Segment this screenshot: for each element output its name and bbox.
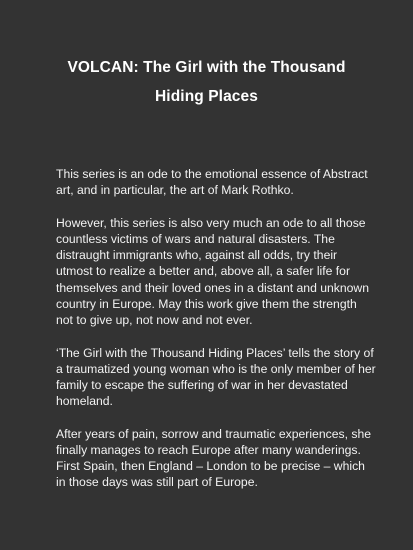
paragraph-2: However, this series is also very much an ode to all those countless victims of wars and natural disasters. The distraught immigrants who, against all odds, try their utmost to realize a better and, above all, a safer life for themselves and their loved ones in a distant and unknown country in Europe. May this work give them the strength not to give up, not now and not ever. bbox=[56, 215, 370, 328]
paragraph-1: This series is an ode to the emotional essence of Abstract art, and in particular, the art of Mark Rothko. bbox=[56, 167, 368, 198]
paragraph-4: After years of pain, sorrow and traumatic experiences, she finally manages to reach Europe after many wanderings. First Spain, then England – London to be precise – which in those days was still part of Europe. bbox=[56, 426, 371, 490]
body-text bbox=[56, 166, 376, 507]
title-line-1: VOLCAN: The Girl with the Thousand bbox=[67, 59, 346, 76]
paragraph-3: ‘The Girl with the Thousand Hiding Places’ tells the story of a traumatized young woman who is the only member of her family to escape the suffering of war in her devastated homeland. bbox=[56, 345, 376, 409]
title-line-2: Hiding Places bbox=[155, 88, 258, 105]
page-title bbox=[0, 53, 413, 111]
